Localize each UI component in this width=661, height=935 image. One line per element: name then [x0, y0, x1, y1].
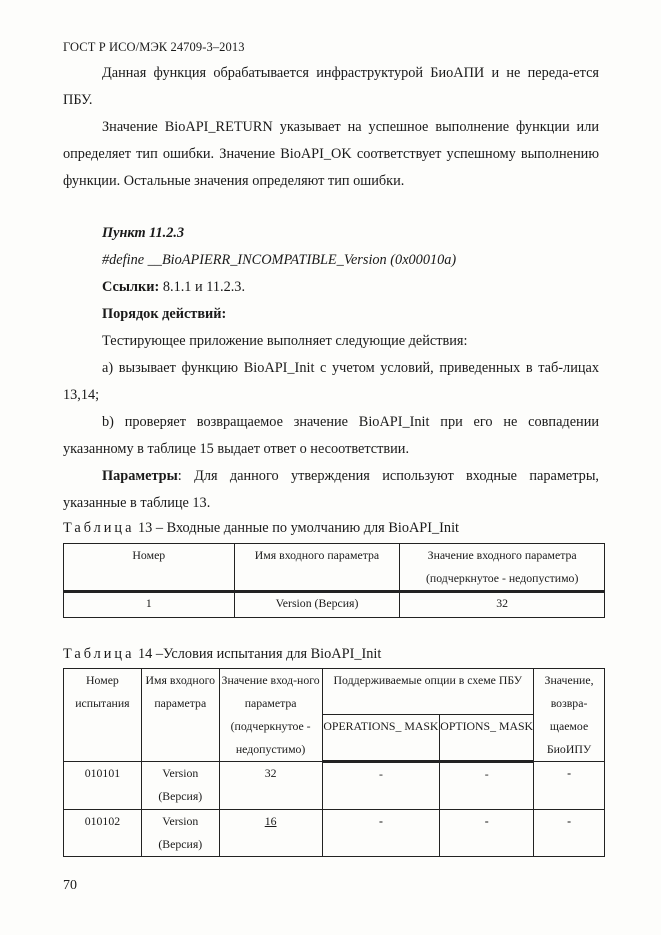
t14-cell-test-number: 010102	[64, 810, 142, 857]
references-line	[63, 274, 599, 301]
t14-cell-operations-mask: -	[322, 810, 440, 857]
main-text	[63, 60, 599, 195]
t14-cell-options-mask: -	[440, 762, 534, 810]
t14-header-supported-options: Поддерживаемые опции в схеме ПБУ	[322, 669, 534, 715]
procedure-heading: Порядок действий:	[102, 306, 227, 322]
page-number: 70	[63, 878, 77, 893]
table14-caption-text: 14 –Условия испытания для BioAPI_Init	[134, 646, 382, 662]
t13-cell-param-value: 32	[400, 592, 605, 618]
table-14	[63, 668, 605, 857]
document-header: ГОСТ Р ИСО/МЭК 24709-3–2013	[63, 40, 245, 54]
t13-header-number: Номер	[64, 544, 235, 592]
clause-heading: Пункт 11.2.3	[102, 225, 185, 241]
t14-cell-param-value	[219, 810, 322, 857]
t13-header-param-name: Имя входного параметра	[234, 544, 400, 592]
define-line: #define __BioAPIERR_INCOMPATIBLE_Version (0x00010a)	[102, 252, 457, 268]
parameters-text: : Для данного утверждения используют входные параметры, указанные в таблице 13.	[63, 468, 599, 511]
t14-cell-param-name: Version (Версия)	[141, 762, 219, 810]
t13-cell-number: 1	[64, 592, 235, 618]
step-b: b) проверяет возвращаемое значение BioAPI_Init при его не совпадении указанному в таблице 15 выдает ответ о несоответствии.	[63, 414, 599, 457]
t14-cell-test-number: 010101	[64, 762, 142, 810]
table-row	[64, 762, 605, 810]
t13-header-param-value: Значение входного параметра (подчеркнутое - недопустимо)	[400, 544, 605, 592]
table13-caption	[63, 518, 459, 538]
t14-cell-return-value: -	[534, 810, 605, 857]
table-13	[63, 543, 605, 618]
table13-caption-word: Таблица	[63, 520, 135, 536]
t14-header-test-number: Номер испытания	[64, 669, 142, 762]
table14-caption-word: Таблица	[63, 646, 135, 662]
t14-header-options-mask: OPTIONS_ MASK	[440, 714, 534, 761]
t14-cell-return-value: -	[534, 762, 605, 810]
step-a: a) вызывает функцию BioAPI_Init с учетом условий, приведенных в таб-лицах 13,14;	[63, 360, 599, 403]
procedure-intro: Тестирующее приложение выполняет следующие действия:	[102, 333, 468, 349]
table13-caption-text: 13 – Входные данные по умолчанию для BioAPI_Init	[134, 520, 460, 536]
parameters-label: Параметры	[102, 468, 178, 484]
t14-cell-operations-mask: -	[322, 762, 440, 810]
t14-header-operations-mask: OPERATIONS_ MASK	[322, 714, 440, 761]
table-row	[64, 810, 605, 857]
paragraph-return-value: Значение BioAPI_RETURN указывает на успешное выполнение функции или определяет тип ошибки. Значение BioAPI_OK соответствует успешному выполнению функции. Остальные значения определяют тип ошибки.	[63, 119, 599, 189]
clause-section	[63, 220, 599, 517]
references-value: 8.1.1 и 11.2.3.	[159, 279, 246, 295]
t14-header-return-value: Значение, возвра-щаемое БиоИПУ	[534, 669, 605, 762]
t14-cell-param-value: 32	[219, 762, 322, 810]
t14-cell-options-mask: -	[440, 810, 534, 857]
parameters-paragraph	[63, 463, 599, 517]
t13-cell-param-name: Version (Версия)	[234, 592, 400, 618]
t14-invalid-value: 16	[264, 814, 277, 828]
t14-header-param-value: Значение вход-ного параметра (подчеркнутое - недопустимо)	[219, 669, 322, 762]
t14-header-param-name: Имя входного параметра	[141, 669, 219, 762]
table14-caption	[63, 644, 381, 664]
t14-cell-param-name: Version (Версия)	[141, 810, 219, 857]
paragraph-infrastructure: Данная функция обрабатывается инфраструктурой БиоАПИ и не переда-ется ПБУ.	[63, 65, 599, 108]
table-row	[64, 592, 605, 618]
references-label: Ссылки:	[102, 279, 160, 295]
